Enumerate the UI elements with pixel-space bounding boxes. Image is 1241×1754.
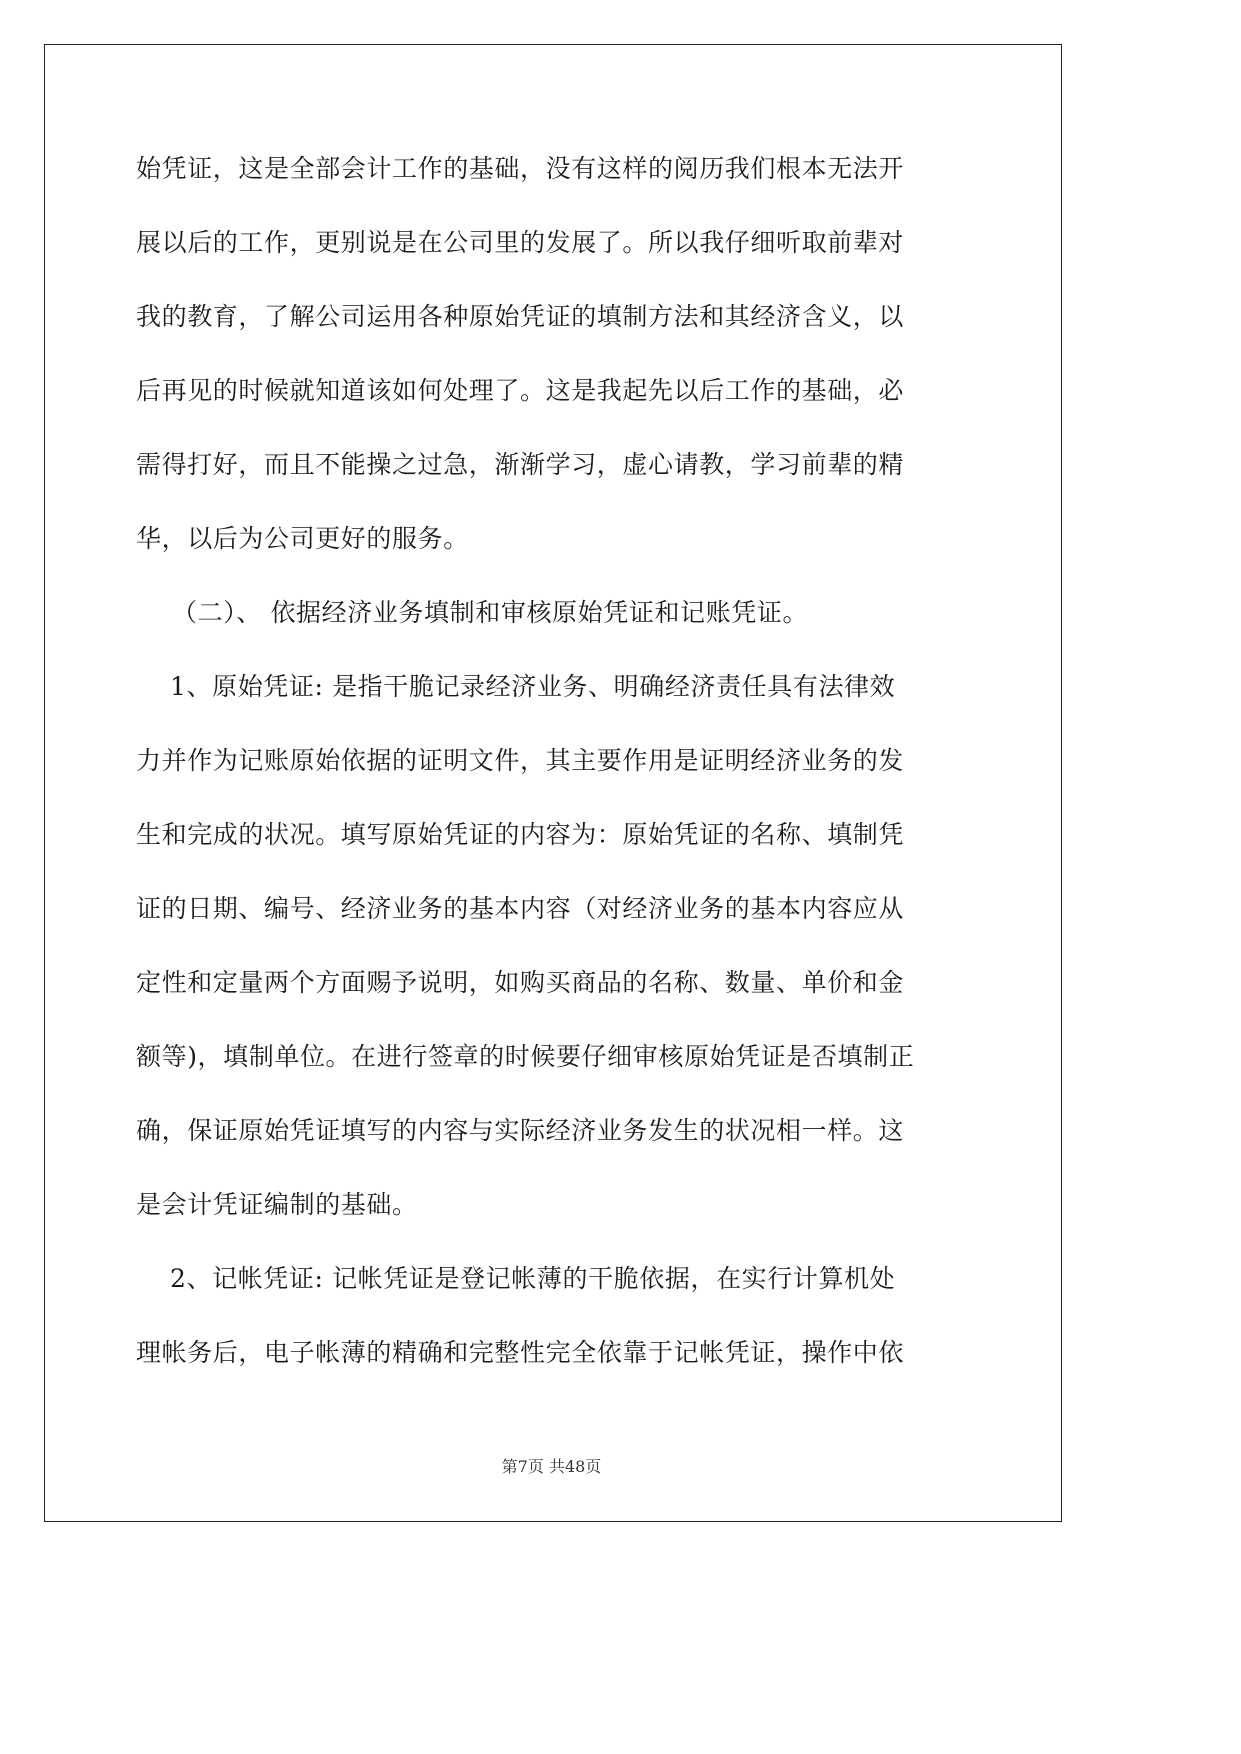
text-line: 确，保证原始凭证填写的内容与实际经济业务发生的状况相一样。这 [136, 1116, 905, 1145]
text-line: 1、原始凭证: 是指干脆记录经济业务、明确经济责任具有法律效 [170, 672, 896, 701]
text-line: 力并作为记账原始依据的证明文件，其主要作用是证明经济业务的发 [136, 746, 905, 775]
text-line: 定性和定量两个方面赐予说明，如购买商品的名称、数量、单价和金 [136, 968, 905, 997]
document-body [136, 144, 972, 1402]
text-line: 展以后的工作，更别说是在公司里的发展了。所以我仔细听取前辈对 [136, 228, 905, 257]
text-line: 证的日期、编号、经济业务的基本内容（对经济业务的基本内容应从 [136, 894, 905, 923]
text-line: 我的教育，了解公司运用各种原始凭证的填制方法和其经济含义，以 [136, 302, 905, 331]
text-line: 2、记帐凭证: 记帐凭证是登记帐薄的干脆依据，在实行计算机处 [170, 1264, 896, 1293]
text-line: 额等)，填制单位。在进行签章的时候要仔细审核原始凭证是否填制正 [136, 1042, 915, 1071]
text-line: 华，以后为公司更好的服务。 [136, 524, 469, 553]
text-line: 是会计凭证编制的基础。 [136, 1190, 418, 1219]
page-number-footer: 第7页 共48页 [501, 1457, 602, 1476]
text-line: 理帐务后，电子帐薄的精确和完整性完全依靠于记帐凭证，操作中依 [136, 1338, 905, 1367]
section-heading: （二）、 依据经济业务填制和审核原始凭证和记账凭证。 [172, 598, 809, 627]
text-line: 需得打好，而且不能操之过急，渐渐学习，虚心请教，学习前辈的精 [136, 450, 905, 479]
text-line: 生和完成的状况。填写原始凭证的内容为：原始凭证的名称、填制凭 [136, 820, 905, 849]
text-line: 始凭证，这是全部会计工作的基础，没有这样的阅历我们根本无法开 [136, 154, 905, 183]
text-line: 后再见的时候就知道该如何处理了。这是我起先以后工作的基础，必 [136, 376, 905, 405]
